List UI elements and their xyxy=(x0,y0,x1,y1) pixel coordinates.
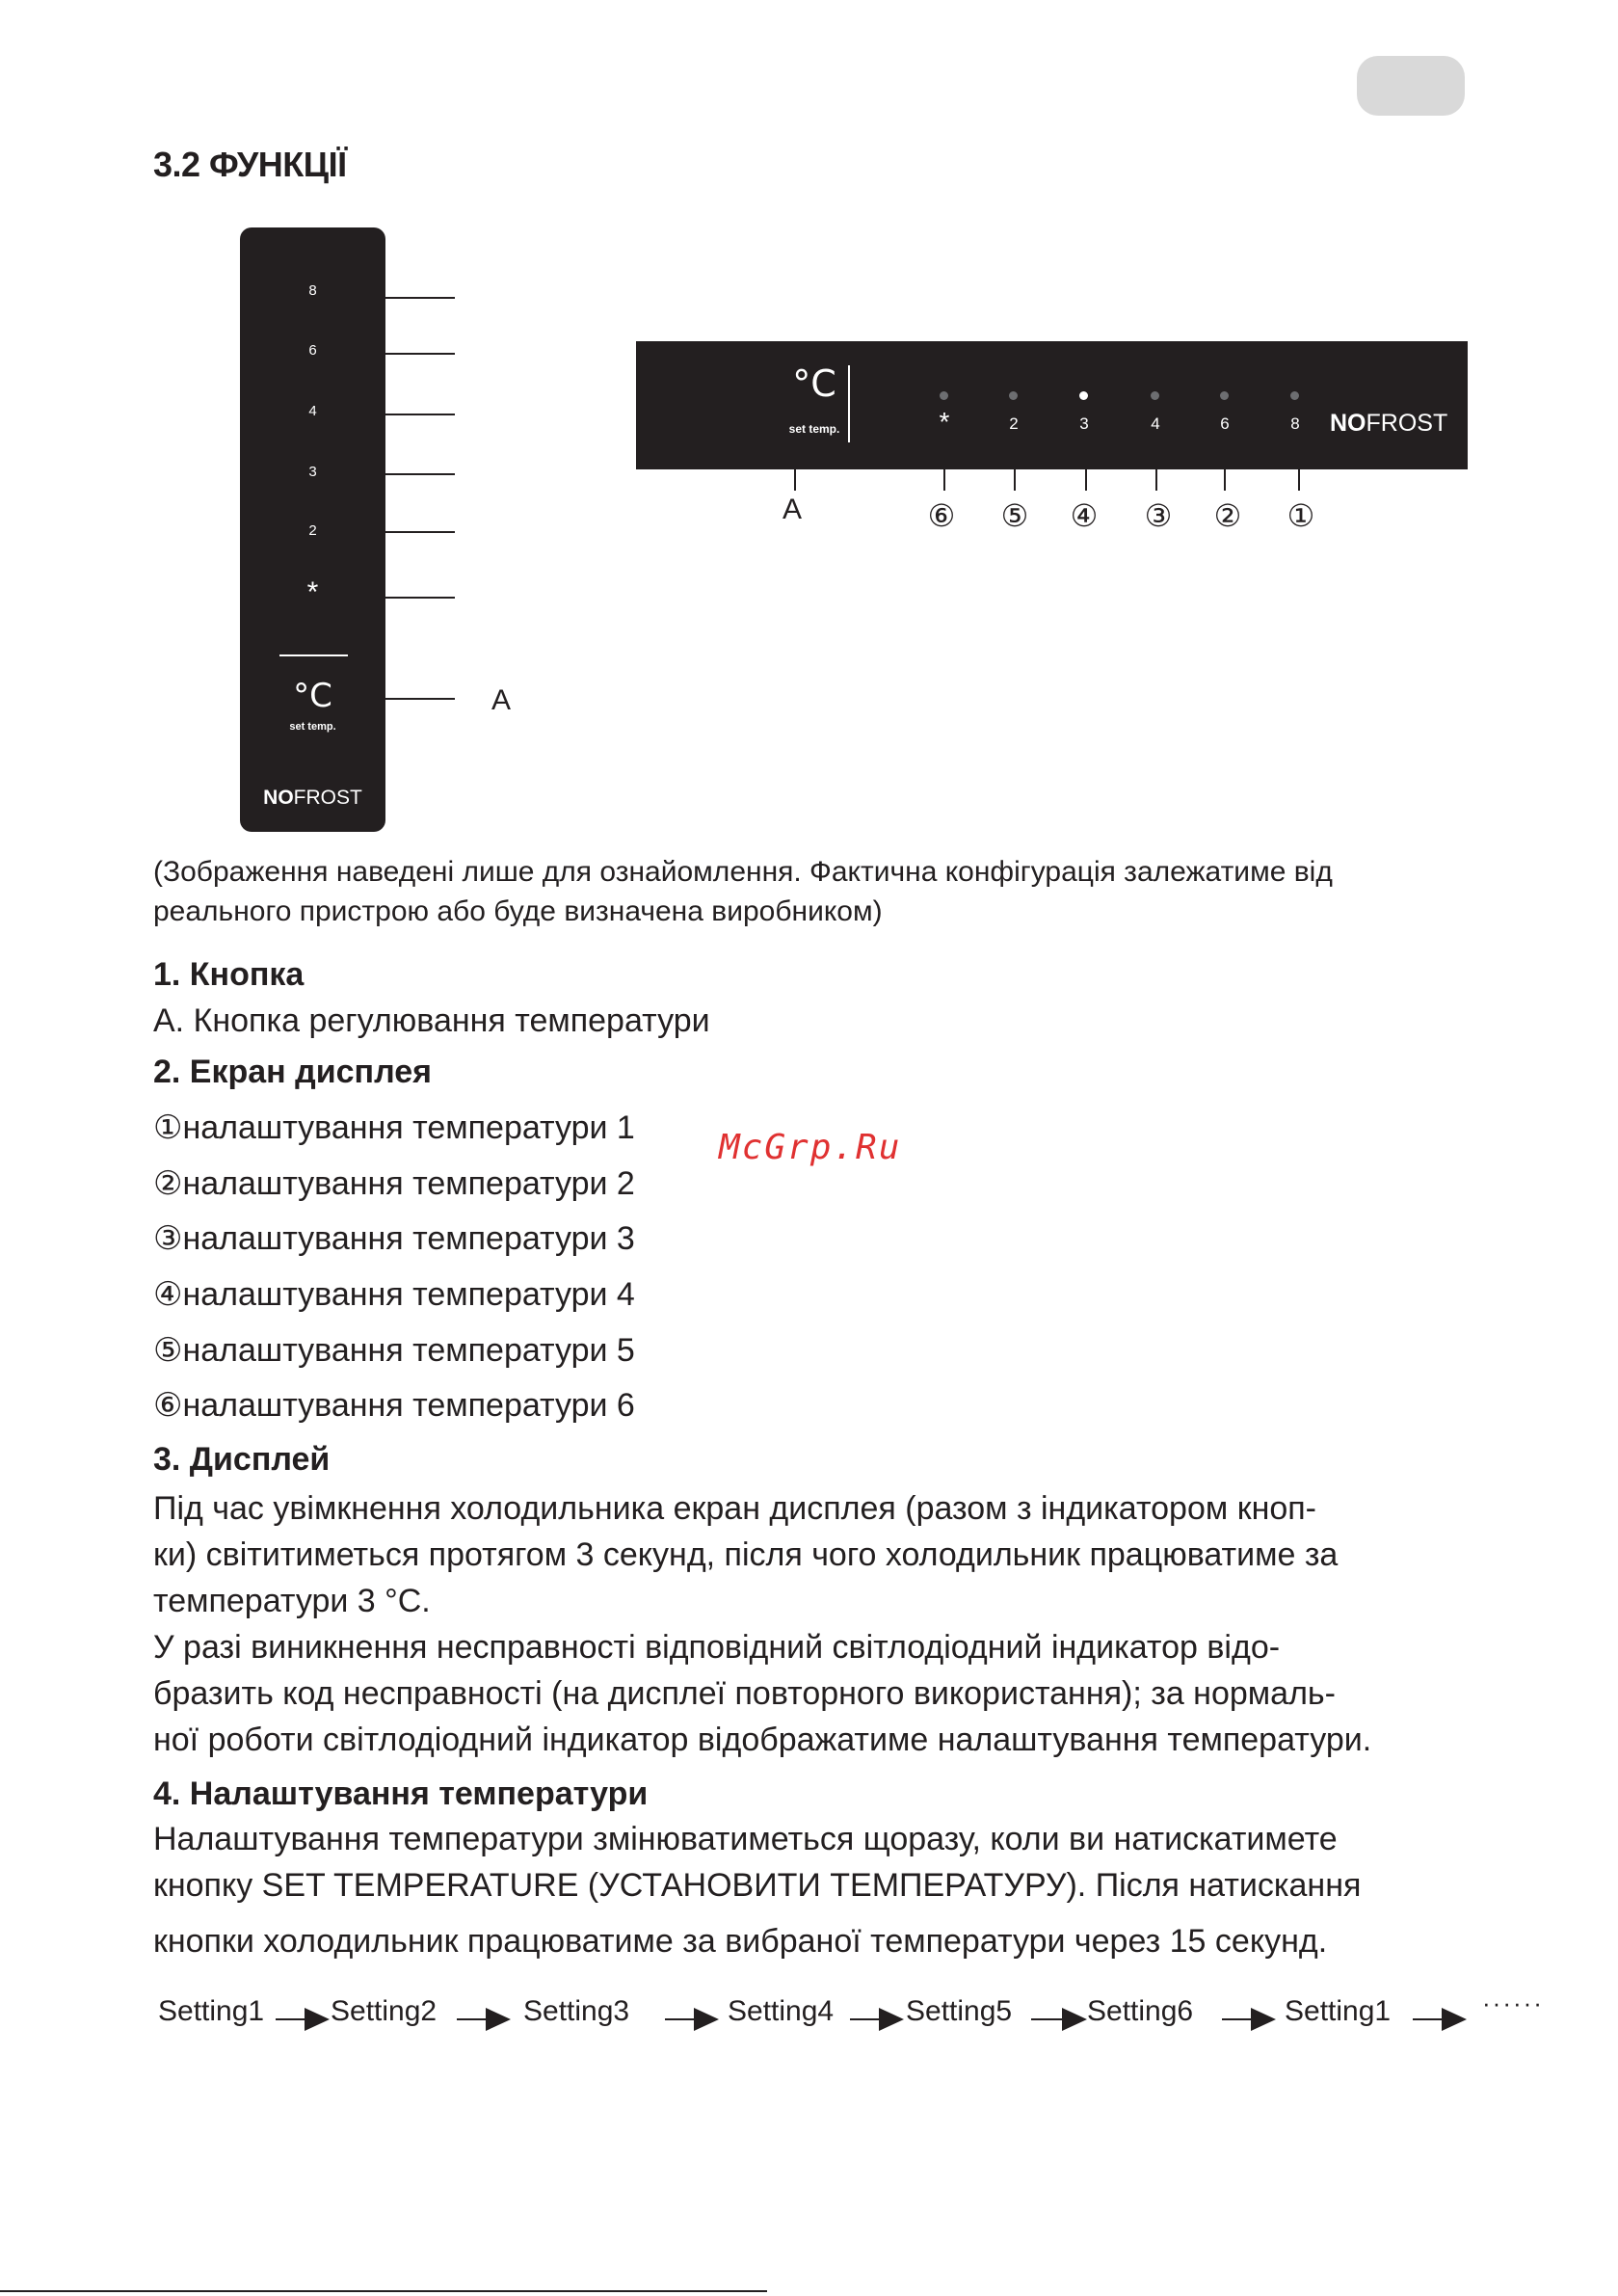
section-title: 3.2 ФУНКЦІЇ xyxy=(153,145,347,184)
vpanel-level-2: 2 xyxy=(308,522,317,539)
hpanel-leader-line xyxy=(794,469,796,491)
bottom-rule xyxy=(0,2290,767,2292)
hpanel-divider xyxy=(848,365,850,442)
hpanel-indicator-dot-active xyxy=(1079,391,1088,400)
page-tab xyxy=(1357,56,1465,116)
sequence-arrow-icon xyxy=(1062,2008,1087,2031)
sequence-connector xyxy=(1413,2018,1442,2020)
vpanel-leader-line xyxy=(385,698,455,700)
vpanel-leader-line xyxy=(385,473,455,475)
hpanel-callout-3: ③ xyxy=(1144,497,1173,534)
sequence-connector xyxy=(665,2018,694,2020)
sequence-arrow-icon xyxy=(694,2008,719,2031)
display-item-5: ⑤налаштування температури 5 xyxy=(153,1332,635,1369)
sequence-arrow-icon xyxy=(1251,2008,1276,2031)
figure-caption: (Зображення наведені лише для ознайомлення. Фактична конфігурація залежатиме від реального пристрою або буде визначена виробником) xyxy=(153,856,1333,927)
section-1-title: 1. Кнопка xyxy=(153,956,305,993)
text-line: У разі виникнення несправності відповідний світлодіодний індикатор відо- xyxy=(153,1629,1281,1666)
vpanel-divider xyxy=(279,654,348,656)
hpanel-leader-line xyxy=(1298,469,1300,491)
section-4-title: 4. Налаштування температури xyxy=(153,1775,649,1812)
vpanel-leader-line xyxy=(385,414,455,415)
text-line: Під час увімкнення холодильника екран дисплея (разом з індикатором кноп- xyxy=(153,1490,1316,1527)
hpanel-callout-4: ④ xyxy=(1070,497,1099,534)
section-3-title: 3. Дисплей xyxy=(153,1441,331,1478)
hpanel-level-8: 8 xyxy=(1290,414,1300,433)
vpanel-level-superfreeze: * xyxy=(306,576,319,608)
sequence-setting-1: Setting1 xyxy=(158,1995,265,2027)
sequence-setting-5: Setting5 xyxy=(906,1995,1013,2027)
text-line: бразить код несправності (на дисплеї повторного використання); за нормаль- xyxy=(153,1675,1336,1712)
text-line: кнопки холодильник працюватиме за вибраної температури через 15 секунд. xyxy=(153,1923,1328,1960)
hpanel-temp-button-icon[interactable]: °C xyxy=(792,362,836,405)
hpanel-indicator-dot xyxy=(1290,391,1299,400)
hpanel-indicator-dot xyxy=(1220,391,1229,400)
vpanel-level-8: 8 xyxy=(308,282,317,299)
hpanel-callout-1: ① xyxy=(1286,497,1315,534)
section-1-text: A. Кнопка регулювання температури xyxy=(153,1002,710,1039)
hpanel-level-3: 3 xyxy=(1079,414,1089,433)
sequence-connector xyxy=(1222,2018,1251,2020)
sequence-arrow-icon xyxy=(879,2008,904,2031)
hpanel-brand: NOFROST xyxy=(1330,410,1448,437)
hpanel-indicator-dot xyxy=(1151,391,1159,400)
hpanel-callout-2: ② xyxy=(1213,497,1242,534)
text-line: температури 3 °C. xyxy=(153,1583,431,1619)
sequence-connector xyxy=(276,2018,305,2020)
section-3-paragraph-2 xyxy=(153,1624,1473,1763)
sequence-arrow-icon xyxy=(305,2008,330,2031)
hpanel-level-2: 2 xyxy=(1009,414,1019,433)
hpanel-leader-line xyxy=(1014,469,1016,491)
hpanel-set-temp-label: set temp. xyxy=(788,422,840,436)
vpanel-leader-line xyxy=(385,531,455,533)
sequence-setting-3: Setting3 xyxy=(523,1995,630,2027)
vpanel-leader-line xyxy=(385,597,455,599)
sequence-ellipsis: ······ xyxy=(1482,1989,1544,2017)
sequence-setting-1-repeat: Setting1 xyxy=(1285,1995,1392,2027)
hpanel-leader-line xyxy=(943,469,945,491)
vpanel-level-3: 3 xyxy=(308,464,317,480)
hpanel-indicator-dot xyxy=(1009,391,1018,400)
sequence-arrow-icon xyxy=(486,2008,511,2031)
display-item-6: ⑥налаштування температури 6 xyxy=(153,1387,635,1424)
hpanel-level-4: 4 xyxy=(1151,414,1160,433)
hpanel-callout-6: ⑥ xyxy=(927,497,956,534)
hpanel-indicator-dot xyxy=(940,391,948,400)
hpanel-callout-5: ⑤ xyxy=(1000,497,1029,534)
sequence-connector xyxy=(850,2018,879,2020)
text-line: Налаштування температури змінюватиметься щоразу, коли ви натискатимете xyxy=(153,1821,1338,1857)
hpanel-level-6: 6 xyxy=(1220,414,1230,433)
vpanel-set-temp-label: set temp. xyxy=(289,721,336,733)
hpanel-level-superfreeze: * xyxy=(939,407,950,437)
vpanel-temp-button-icon[interactable]: °C xyxy=(293,677,332,715)
sequence-setting-2: Setting2 xyxy=(331,1995,438,2027)
hpanel-leader-line xyxy=(1085,469,1087,491)
display-item-2: ②налаштування температури 2 xyxy=(153,1165,635,1202)
text-line: кнопку SET TEMPERATURE (УСТАНОВИТИ ТЕМПЕРАТУРУ). Після натискання xyxy=(153,1867,1362,1904)
display-item-3: ③налаштування температури 3 xyxy=(153,1220,635,1257)
vpanel-leader-line xyxy=(385,353,455,355)
display-item-4: ④налаштування температури 4 xyxy=(153,1276,635,1313)
horizontal-control-panel xyxy=(636,341,1468,469)
sequence-setting-6: Setting6 xyxy=(1087,1995,1194,2027)
hpanel-leader-line xyxy=(1155,469,1157,491)
vpanel-brand: NOFROST xyxy=(263,787,362,809)
display-item-1: ①налаштування температури 1 xyxy=(153,1109,635,1146)
hpanel-leader-line xyxy=(1224,469,1226,491)
vpanel-leader-line xyxy=(385,297,455,299)
sequence-arrow-icon xyxy=(1442,2008,1467,2031)
hpanel-callout-a: A xyxy=(782,494,803,525)
section-2-title: 2. Екран дисплея xyxy=(153,1054,432,1090)
text-line: ки) світитиметься протягом 3 секунд, після чого холодильник працюватиме за xyxy=(153,1536,1339,1573)
vpanel-level-6: 6 xyxy=(308,342,317,359)
text-line: ної роботи світлодіодний індикатор відображатиме налаштування температури. xyxy=(153,1722,1372,1758)
vpanel-callout-a: A xyxy=(491,684,512,716)
vpanel-level-4: 4 xyxy=(308,403,317,419)
watermark: McGrp.Ru xyxy=(719,1128,902,1167)
vertical-control-panel xyxy=(240,227,385,832)
sequence-connector xyxy=(1031,2018,1062,2020)
section-3-paragraph-1 xyxy=(153,1485,1473,1624)
sequence-setting-4: Setting4 xyxy=(728,1995,835,2027)
sequence-connector xyxy=(457,2018,486,2020)
